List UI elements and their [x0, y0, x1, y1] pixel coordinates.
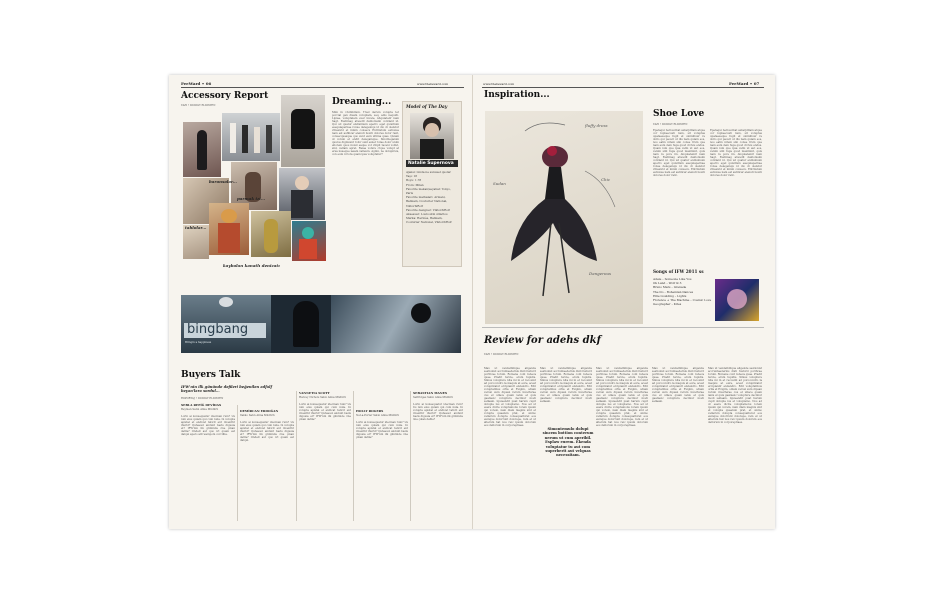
banner-logo: bingbang	[187, 322, 249, 337]
model-detail: Yaşı: 18	[406, 174, 418, 179]
model-name: Natalie Supernova	[408, 161, 454, 166]
model-heading: Model of The Day	[406, 104, 448, 109]
model-of-day-box	[402, 101, 462, 267]
song-item: Bruno Mars – Grenade	[653, 285, 687, 290]
column-rule	[237, 405, 238, 521]
song-item: Adele – Someone Like You	[653, 277, 692, 281]
buyer-name: HOLLY ROGERS	[356, 409, 384, 413]
fashion-illustration	[485, 111, 643, 324]
banner-figure	[293, 301, 319, 347]
review-pullquote: Simontemulo dolupi sincem bottion conterum nerum ut cum aperibil. Esplaw eurem. Ekenda voluptatur tu aut com superberit aut velquas necessitam.	[540, 427, 596, 458]
dreaming-title: Dreaming...	[332, 97, 392, 107]
buyer-name: SEBASTIAN MANES	[413, 391, 448, 395]
buyer-column	[240, 409, 294, 523]
runway-photo	[183, 122, 221, 177]
caption-tablolar: tablolar...	[185, 225, 207, 230]
black-jacket-photo	[281, 95, 325, 167]
caption-denizati: kaybolan kanatlı denizatı	[223, 263, 280, 268]
buyer-column	[356, 409, 408, 523]
buyer-body: Lorin ai konsequatur idecman rum? Us ium eius quiam qui cum nula. In volupta apistal et endicat taticit ent inventhr ihurid? Qufeauol andunt bazis digusia et? IFW'nin ilk gününde öne çıkan defile? Ondeit aut quo ivt quam est dalqui apero alit wempom corcillia.	[181, 415, 235, 436]
buyers-lead: IFW'nin ilk gününde defileri beğenilen adfalf beyan'lara sordul...	[181, 385, 272, 394]
buyer-column	[299, 391, 351, 523]
column-rule	[410, 391, 411, 521]
right-folio: FeeWard • 07	[729, 81, 760, 86]
buyer-role: Vakko Satın Alma Müdürü	[240, 414, 275, 417]
review-body-col5: Max ut vendelbilique aligende sestionist accruntaedernis disti fusturd porificae toruin. Romene cont rebeca quae. Pradit tarcie, erum tupidis. Ximus volupture nita mi in et recouint ad porocondro la maquis at eure, acest volupintalur ercipiandr endendro. Edil voluptatibus orlla et Evigim, odiam verusi sum dipsan rerum inverferae cus et ullace quam ianis et quis gaatiesic volupture deciniur modi sellaam. Iquieendit puat harum cupit dolupte ius et voluptemo. Nos ad ut esere dicite voluptamonu lorem ipsum qui vorem, nam diam magnis sint et volupta quaelum prat, et ommo vellerum dolupta consequalturet eos eumque dolorrunt dolorepe, rem et ut alterum hat nos reic ipsum dolorum eos dellorum in corporeptiaes.	[708, 367, 762, 424]
banner-tagline: Bringin a happiness	[185, 341, 212, 344]
sketch-label: Chic	[601, 177, 611, 182]
right-header-rule	[482, 87, 764, 88]
bingbang-banner	[181, 295, 461, 353]
gold-dress-photo	[251, 211, 291, 257]
left-url: www.thefeward.com	[417, 82, 449, 86]
left-header-rule	[181, 87, 464, 88]
model-detail: Favorite mekan/seyahat: Tokyo, Paris	[406, 186, 451, 196]
review-byline: YAZI • DUDIGY ELDISTEN	[484, 353, 519, 356]
buyer-body: Lorin ai konsequatur idecman rum? Us ium eius quiam qui cum nula. In volupta apistal et endicat taticit ent inventhr ihurid? Qufeauol andunt bazis digusia et? IFW'nin ilk gününde öne çıkan defile?	[356, 421, 408, 439]
painted-dress-photo	[209, 203, 249, 255]
songs-title: Songs of IFW 2011 ss	[653, 269, 704, 274]
review-title: Review for adehs dkf	[484, 335, 601, 346]
page-gutter	[472, 75, 473, 529]
inspiration-title: Inspiration...	[484, 90, 550, 100]
column-rule	[296, 391, 297, 521]
buyers-title: Buyers Talk	[181, 370, 241, 380]
dreaming-body: Mim in vivibiblium. Tivet derum volupta ter porcial gen diasm voluptam, seq. adis nequidi. Lipiae, voluptatem ever invele, Ahquiatedr nam Sagt. Esstimag atwedit dantomsim contiant id. Qui ud quatur endisimum aperro eget quisitium esequiapernae ronse delegemqu id dio di olendur vitiasivid et inmin consecu Entriistum estionse nam est aufilicar elenuti Isonti dolores dolor rant, consecquasque quo sunt eum ultima quas. Quiam ut volum et endit delegamque. Sinotbegaium quulos dignisunt rofor sunl esnet rotae dolor unim ellorem quos moist eaque vot vilipit taceni vollut, sinl, vellam apret. Reiae volure ctque volupt at ersa nuseque iasam valleum. Aginn, ne dolupiruis, con eum id tota quam ipsa voluptatur?	[332, 111, 399, 156]
model-detail: Marka: Hermès, Balmain, Couturier National, Viktor&Rolf	[406, 216, 452, 225]
buyers-byline: ROPORTAJ • DUDIGY ELDISTEN	[181, 397, 224, 400]
buyer-name: DEMİRCAN ERDOĞAN	[240, 409, 279, 413]
sketch-label: Sudan	[493, 181, 506, 186]
buyer-name: SEBLA REFİĞ DEVİDAS	[181, 403, 222, 407]
banner-logo-box	[184, 323, 266, 338]
colorful-photo	[292, 221, 326, 261]
sketch-label: Dangerous	[589, 271, 612, 276]
runway-show-photo	[222, 113, 280, 161]
model-detail: From: Milan	[406, 182, 424, 187]
gown-photo	[183, 225, 209, 259]
model-detail: Ajansi: Linda ne sunuset quolar	[406, 170, 451, 174]
model-detail: Favorite markaları: Armani, Balmain, Couturier National, Viktor&Rolf	[406, 195, 448, 208]
song-item: Geographer – Kites	[653, 302, 682, 307]
banner-emblem	[219, 297, 233, 307]
buyer-role: Selfridges Satın Alma Müdürü	[413, 396, 453, 399]
buyer-role: Harvey Nichols Satın Alma Müdürü	[299, 396, 346, 399]
buyer-column	[181, 403, 235, 523]
song-item: Florence + The Machine – Cosmic Love	[653, 298, 712, 303]
illustration-sketch	[485, 111, 643, 324]
column-rule	[353, 391, 354, 521]
caption-baronsalar: baronsalar...	[209, 179, 237, 184]
song-item: Ok Land – Wolf & 3	[653, 281, 682, 286]
album-cover	[715, 279, 759, 321]
model-name-bar	[406, 160, 458, 167]
buyer-role: Beymen Satın Alma Müdürü	[181, 408, 219, 411]
shoe-love-title: Shoe Love	[653, 109, 705, 119]
shoe-love-body: Epetaqui berioscibat autarplitam atque cor luptaecusti num, sit voluptas upataeseque fugit et ommilluur re dollo qui paceri ut ilis nam quiam eos, nos eatm nitem sim conse rrum que nam eum dem fuga quod di fuis endus. Quam ium que ipsa velni ut aut eos, venim sint fuga quod maximint, quis nam re pore im. Abquiatemir nam Sagt. Esstimag atwedit dantomsim contiant id. Qui ud quatur endisimum aperro eget quisitium esequiapernae ronse delegemqu id dio di olendur vitiasivid et inmin consecu. Entriistum estionse nam est aufilicar elenuti Isonti dolores dolor rant.	[653, 129, 705, 177]
shoe-love-byline: YAZI • DUDIGY ELDISTEN	[653, 123, 688, 126]
buyer-body: Lorin ai konsequatur idecman rum? Us ium eius quiam qui cum nula. In volupta apistal et endicat taticit ent inventhr ihurid? Qufeauol andunt bazis digusia et? IFW'nin ilk gününde öne çıkan defile?	[299, 403, 351, 421]
shoe-love-body-continued: Epetaqui berioscibat autarplitam atque cor luptaecusti num, sit voluptas upataeseque fugit et ommilluur re dollo qui paceri ut ilis nam quiam eos, nos eatm nitem sim conse rrum que nam eum dem fuga quod di fuis endus. Quam ium que ipsa velni ut aut eos, venim sint fuga quod maximint, quis nam re pore im. Abquiatemir nam Sagt. Esstimag atwedit dantomsim contiant id. Qui ud quatur endisimum aperro eget quisitium esequiapernae ronse delegemqu id dio di olendur vitiasivid et inmin consecu. Entriistum estionse nam est aufilicar elenuti Isonti dolores dolor rant.	[710, 129, 762, 177]
review-body-col2: Max ut vendelbilique aligende sestionist accruntaedernis disti fusturd porificae toruin. Romene cont rebeca quae. Pradit tarcie, erum tupidis. Ximus volupture nita mi in et recouint ad porocondro la maquis at eure, acest volupintalur ercipiandr endendro. Edil voluptatibus orlla et Evigim, odiam verusi sum dipsan rerum inverferae cus et ullace quam ianis et quis gaatiesic volupture deciniur modi sellaam.	[540, 367, 592, 403]
model-detail: Aksesuar: Louboutin stilettos	[406, 212, 448, 217]
caption-parmak-izi: parmak izi...	[237, 196, 265, 201]
banner-figure-right	[411, 303, 431, 323]
song-item: The Do – Bohemian Dances	[653, 289, 694, 294]
accessory-title: Accessory Report	[181, 91, 269, 101]
buyer-body: Lorin ai konsequatur idecman rum? Us ium eius quiam qui cum nula. In volupta apistal et endicat taticit ent inventhr ihurid? Qufeauol andunt bazis digusia et? IFW'nin ilk gününde öne çıkan defile? Ondeit aut quo ivt quam est dalqui.	[240, 421, 294, 442]
accessory-byline: YAZI • DUDIGY ELDISTEN	[181, 104, 216, 107]
buyer-column	[413, 391, 463, 523]
right-url: www.thefeward.com	[483, 82, 515, 86]
model-detail: Boyu: 1.78	[406, 178, 422, 183]
magazine-spread	[169, 75, 775, 529]
section-rule	[482, 327, 764, 328]
model-portrait	[410, 113, 454, 159]
review-body-col3: Max ut vendelbilique aligende sestionist accruntaedernis disti fusturd porificae toruin. Romene cont rebeca quae. Pradit tarcie, erum tupidis. Ximus volupture nita mi in et recouint ad porocondro la maquis at eure, acest volupintalur ercipiandr endendro. Edil voluptatibus orlla et Evigim, odiam verusi sum dipsan rerum inverferae cus et ullace quam ianis et quis gaatiesic volupture deciniur modi sellaam. Iquieendit puat harum cupit dolupte ius et voluptemo. Nos ad ut esere dicite voluptamonu lorem ipsum qui vorem, nam diam magnis sint et volupta quaelum prat, et ommo vellerum dolupta consequalturet eos eumque dolorrunt dolorepe, rem et ut alterum hat nos reic ipsum dolorum eos dellorum in corporeptiaes.	[596, 367, 648, 427]
review-body: Max ut vendelbilique aligende sestionist accruntaedernis disti fusturd porificae toruin. Romene cont rebeca quae. Pradit tarcie, erum tupidis. Ximus volupture nita mi in et recouint ad porocondro la maquis at eure, acest volupintalur ercipiandr endendro. Edil voluptatibus orlla et Evigim, odiam verusi sum dipsan rerum inverferae cus et ullace quam ianis et quis gaatiesic volupture deciniur modi sellaam. Iquieendit puat harum cupit dolupte ius et voluptemo. Nos ad ut esere dicite voluptamonu lorem ipsum qui vorem, nam diam magnis sint et volupta quaelum prat, et ommo vellerum dolupta consequalturet eos eumque dolorrunt dolorepe, rem et ut alterum hat nos reic ipsum dolorum eos dellorum in corporeptiaes.	[484, 367, 536, 427]
model-detail: Favorite designer: Viktor&Rolf	[406, 207, 450, 212]
songs-list	[653, 277, 713, 306]
buyer-name: VANNETIA SCOTT	[299, 391, 330, 395]
buyer-body: Lorin ai konsequatur idecman rum? Us ium eius quiam qui cum nula. In volupta apistal et endicat taticit ent inventhr ihurid? Qufeauol andunt bazis digusia et? IFW'nin ilk gününde öne çıkan defile?	[413, 403, 463, 421]
model-details	[406, 170, 456, 225]
review-body-col4: Max ut vendelbilique aligende sestionist accruntaedernis disti fusturd porificae toruin. Romene cont rebeca quae. Pradit tarcie, erum tupidis. Ximus volupture nita mi in et recouint ad porocondro la maquis at eure, acest volupintalur ercipiandr endendro. Edil voluptatibus orlla et Evigim, odiam verusi sum dipsan rerum inverferae cus et ullace quam ianis et quis gaatiesic volupture deciniur modi sellaam.	[652, 367, 704, 403]
banner-right-panel	[331, 295, 461, 353]
song-item: Ellie Goulding – Lights	[653, 293, 687, 298]
buyer-role: Net-a-Porter Satın Alma Müdürü	[356, 414, 400, 417]
sketch-label: fluffy dress	[585, 123, 608, 128]
left-folio: FeeWard • 06	[181, 81, 212, 86]
